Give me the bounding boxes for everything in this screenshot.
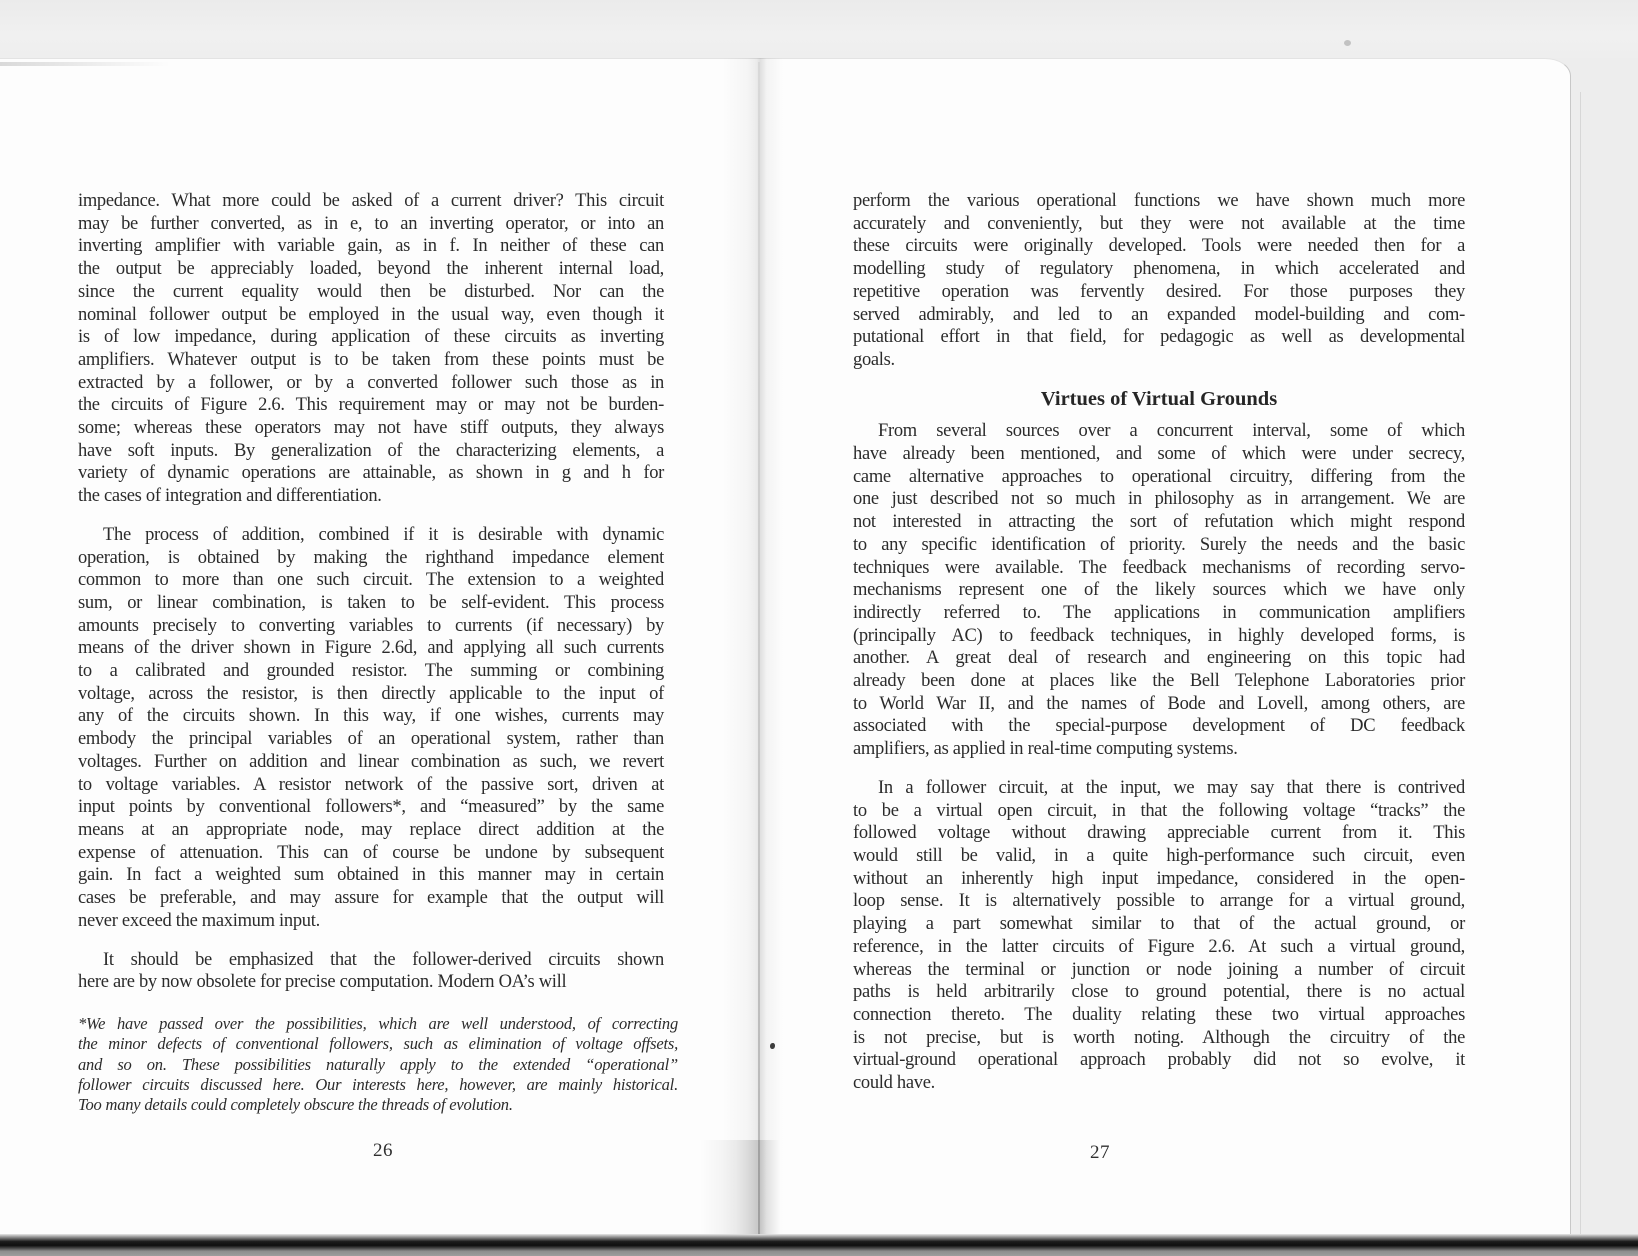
left-page-text-column [78,190,664,1010]
book-bottom-edge-band [0,1234,1638,1256]
gutter-shadow-bottom [700,1140,780,1238]
scan-backdrop-top [0,0,1638,58]
page-number-left: 26 [373,1140,393,1161]
ink-speck [770,1043,775,1049]
scan-speck [1344,40,1351,46]
fore-edge-page-line [1580,92,1581,1238]
paragraph: From several sources over a concurrent interval, some of which have already been mentioned, and some of which were under secrecy, came alternative approaches to operational circuitry, differing from the one just described not so much in philosophy as in arrangement. We are not interested in attracting the sort of refutation which might respond to any specific identification of priority. Surely the needs and the basic techniques were available. The feedback mechanisms of recording servo- mechanisms represent one of the likely sources which we have only indirectly referred to. The applications in communication amplifiers (principally AC) to feedback techniques, in highly developed forms, is another. A great deal of research and engineering on this topic had already been done at places like the Bell Telephone Laboratories prior to World War II, and the names of Bode and Lovell, among others, are associated with the special-purpose development of DC feedback amplifiers, as applied in real-time computing systems. [853,421,1465,760]
paragraph: In a follower circuit, at the input, we may say that there is contrived to be a virtual open circuit, in that the following voltage “tracks” the followed voltage without drawing appreciable current from it. This would still be valid, in a quite high-performance such circuit, even without an inherently high input impedance, considered in the open- loop sense. It is alternatively possible to arrange for a virtual ground, playing a part somewhat similar to that of the actual ground, or reference, in the latter circuits of Figure 2.6. At such a virtual ground, whereas the terminal or junction or node joining a number of circuit paths is held arbitrarily close to ground potential, there is no actual connection thereto. The duality relating these two virtual approaches is not precise, but is worth noting. Although the circuitry of the virtual-ground operational approach probably did not so evolve, it could have. [853,777,1465,1094]
right-page-text-column [853,190,1465,1111]
paragraph: perform the various operational functions we have shown much more accurately and conveniently, but they were not available at the time these circuits were originally developed. Tools were needed then for a modelling study of regulatory phenomena, in which accelerated and repetitive operation was fervently desired. For those purposes they served admirably, and led to an expanded model-building and com- putational effort in that field, for pedagogic as well as developmental goals. [853,191,1465,370]
paragraph: It should be emphasized that the follower-derived circuits shown here are by now obsolete for precise computation. Modern OA’s will [78,949,664,993]
paragraph: impedance. What more could be asked of a current driver? This circuit may be further converted, as in e, to an inverting operator, or into an inverting amplifier with variable gain, as in f. In neither of these can the output be appreciably loaded, beyond the inherent internal load, since the current equality would then be disturbed. Nor can the nominal follower output be employed in the usual way, even though it is of low impedance, during application of these circuits as inverting amplifiers. Whatever output is to be taken from these points must be extracted by a follower, or by a converted follower such those as in the circuits of Figure 2.6. This requirement may or may not be burden- some; whereas these operators may not have stiff outputs, they always have soft inputs. By generalization of the characterizing elements, a variety of dynamic operations are attainable, as shown in g and h for the cases of integration and differentiation. [78,191,664,507]
paragraph: The process of addition, combined if it is desirable with dynamic operation, is obtained by making the righthand impedance element common to more than one such circuit. The extension to a weighted sum, or linear combination, is taken to be self-evident. This process amounts precisely to converting variables to currents (if necessary) by means of the driver shown in Figure 2.6d, and applying all such currents to a calibrated and grounded resistor. The summing or combining voltage, across the resistor, is then directly applicable to the input of any of the circuits shown. In this way, if one wishes, currents may embody the principal variables of an operational system, rather than voltages. Further on addition and linear combination as such, we revert to voltage variables. A resistor network of the passive sort, driven at input points by conventional followers*, and “measured” by the same means at an appropriate node, may replace direct addition at the expense of attenuation. This can of course be undone by subsequent gain. In fact a weighted sum obtained in this manner may in certain cases be preferable, and may assure for example that the output will never exceed the maximum input. [78,524,664,931]
page-number-right: 27 [1090,1142,1110,1163]
scan-smudge [0,62,170,66]
gutter-fold-line [758,62,760,1238]
footnote: *We have passed over the possibilities, which are well understood, of correcting the minor defects of conventional followers, such as elimination of voltage offsets, and so on. These possibilities naturally apply to the extended “operational” follower circuits discussed here. Our interests here, however, are mainly historical. Too many details could completely obscure the threads of evolution. [78,1014,678,1115]
section-heading: Virtues of Virtual Grounds [1040,387,1278,410]
